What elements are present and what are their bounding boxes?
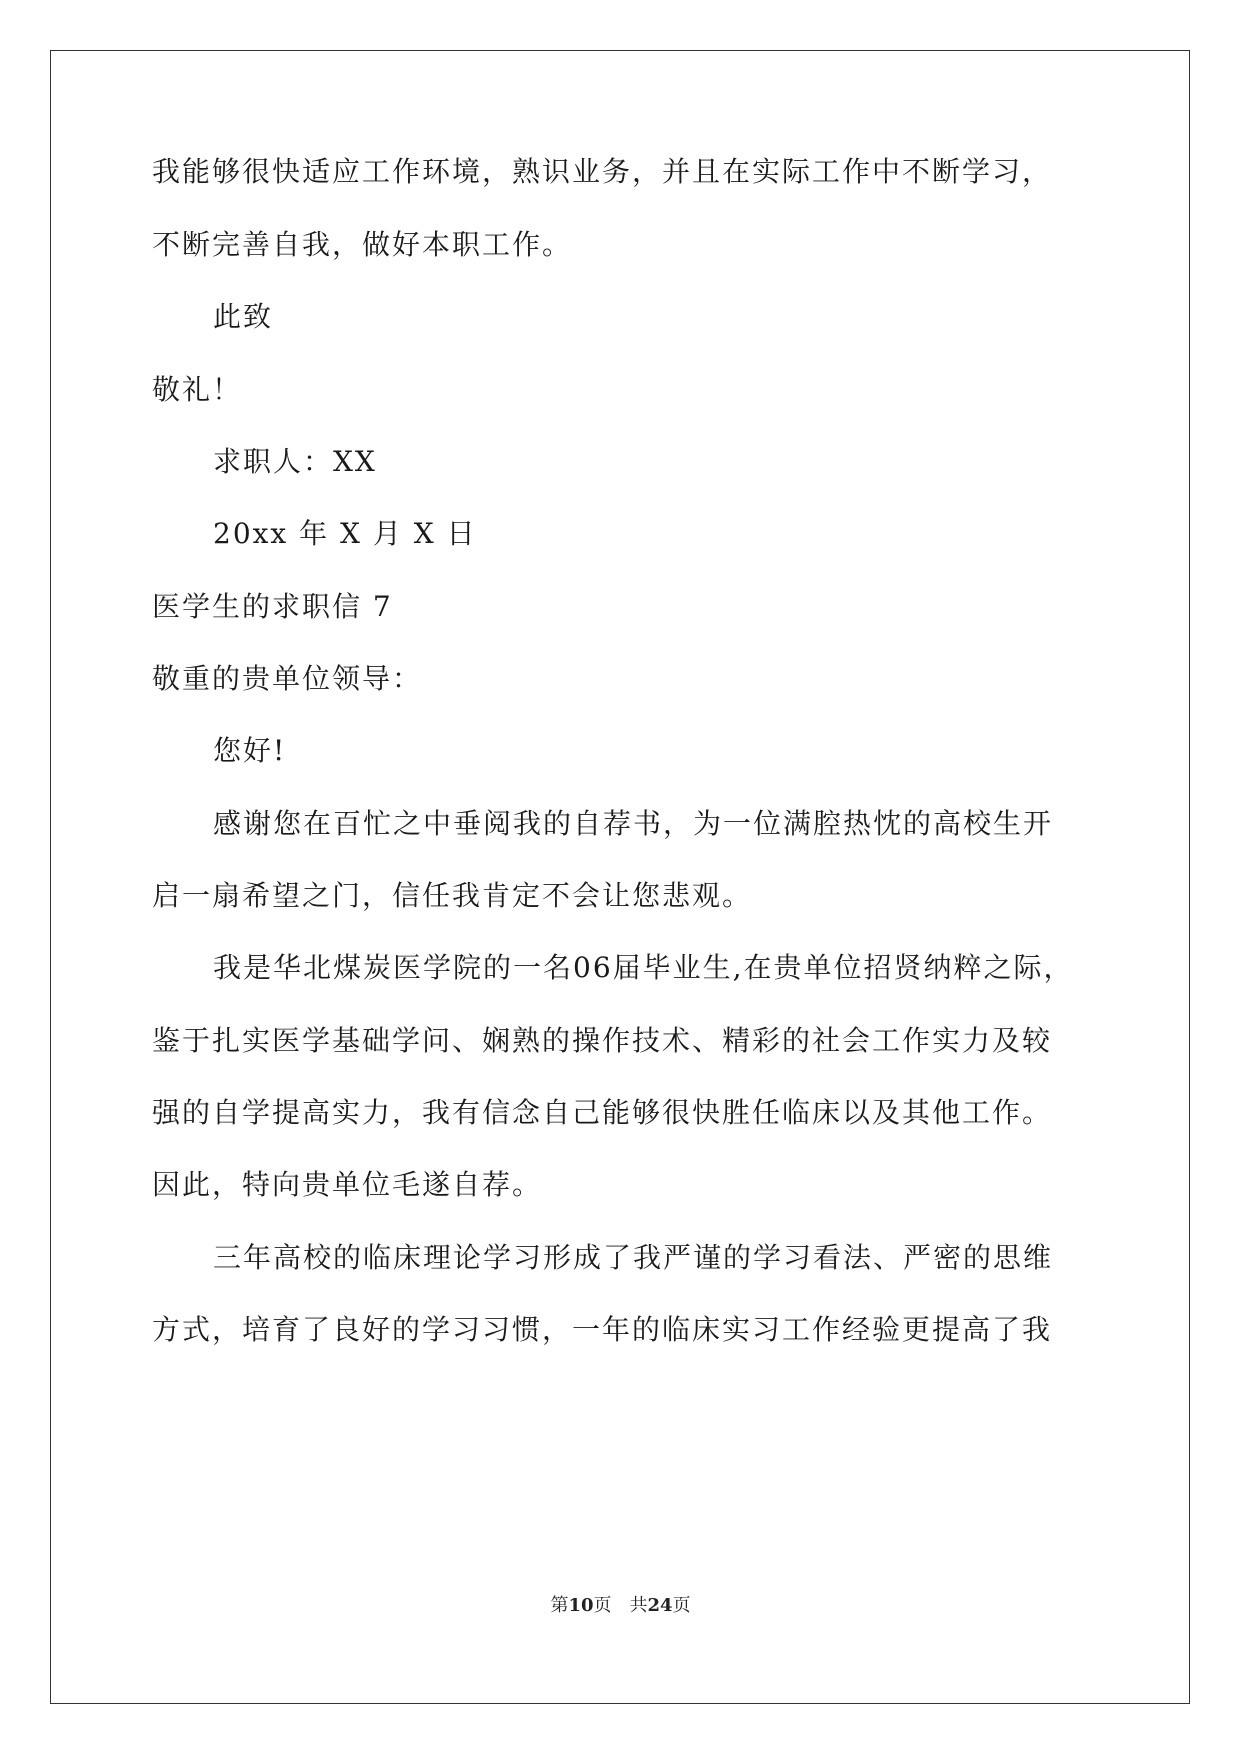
page-footer <box>0 1594 1241 1618</box>
footer-page-current: 10 <box>568 1595 594 1616</box>
paragraph-3-line-1: 三年高校的临床理论学习形成了我严谨的学习看法、严密的思维 <box>213 1241 1054 1274</box>
closing-salutation: 此致 <box>213 300 274 333</box>
closing-regards: 敬礼！ <box>152 373 243 406</box>
paragraph-2-line-3: 强的自学提高实力，我有信念自己能够很快胜任临床以及其他工作。 <box>152 1096 1053 1129</box>
greeting-recipient: 敬重的贵单位领导： <box>152 662 423 695</box>
footer-prefix: 第 <box>550 1595 569 1616</box>
paragraph-2-line-4: 因此，特向贵单位毛遂自荐。 <box>152 1168 543 1201</box>
greeting-hello: 您好! <box>213 734 287 767</box>
paragraph-3-line-2: 方式，培育了良好的学习习惯，一年的临床实习工作经验更提高了我 <box>152 1313 1053 1346</box>
paragraph-1-line-1: 感谢您在百忙之中垂阅我的自荐书，为一位满腔热忱的高校生开 <box>213 807 1054 840</box>
paragraph-2-line-1: 我是华北煤炭医学院的一名06届毕业生,在贵单位招贤纳粹之际， <box>213 951 1074 984</box>
footer-suffix: 页 <box>672 1595 691 1616</box>
footer-mid: 页 共 <box>593 1595 648 1616</box>
paragraph-1-line-2: 启一扇希望之门，信任我肯定不会让您悲观。 <box>152 879 753 912</box>
body-line-1: 我能够很快适应工作环境，熟识业务，并且在实际工作中不断学习， <box>152 155 1053 188</box>
footer-page-total: 24 <box>647 1595 673 1616</box>
signature-date: 20xx 年 X 月 X 日 <box>213 517 477 550</box>
section-title: 医学生的求职信 7 <box>152 590 393 623</box>
signature-applicant: 求职人：XX <box>213 445 377 478</box>
paragraph-2-line-2: 鉴于扎实医学基础学问、娴熟的操作技术、精彩的社会工作实力及较 <box>152 1024 1053 1057</box>
body-line-2: 不断完善自我，做好本职工作。 <box>152 228 573 261</box>
